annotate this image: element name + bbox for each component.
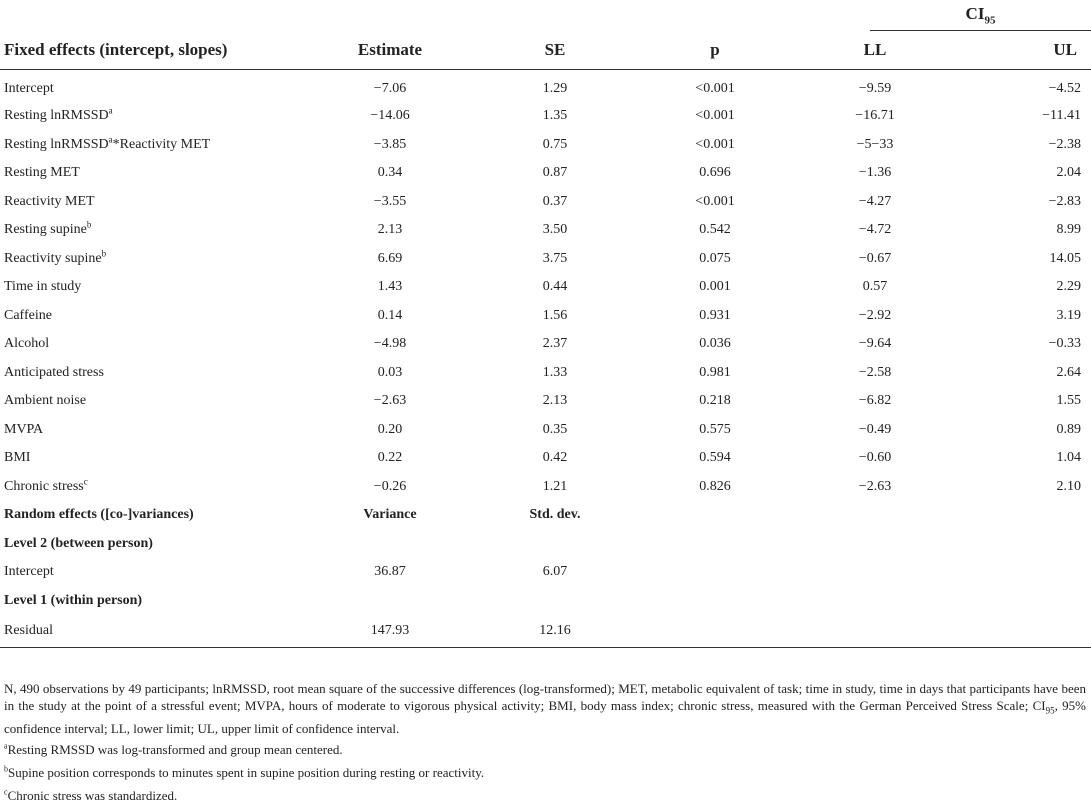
table-row bbox=[0, 159, 1091, 188]
se-cell: 1.35 bbox=[542, 108, 568, 124]
ll-cell: −4.72 bbox=[858, 222, 892, 238]
ul-cell: 2.10 bbox=[1056, 478, 1081, 494]
row-label: Ambient noise bbox=[4, 393, 87, 409]
table-row bbox=[0, 70, 1091, 103]
row-label: Reactivity supine$^b$ bbox=[4, 248, 107, 266]
ll-cell: −2.63 bbox=[858, 478, 892, 494]
table-row bbox=[0, 102, 1091, 131]
table-row bbox=[0, 416, 1091, 445]
ul-cell: −0.33 bbox=[1048, 336, 1081, 352]
ul-cell: 0.89 bbox=[1056, 421, 1081, 437]
ll-cell: 0.57 bbox=[862, 279, 888, 295]
p-cell: 0.075 bbox=[699, 250, 731, 266]
col-header-p: p bbox=[630, 31, 800, 70]
table-row bbox=[0, 245, 1091, 274]
estimate-cell: −14.06 bbox=[370, 108, 410, 124]
se-cell: 0.37 bbox=[542, 193, 568, 209]
level2-header-row bbox=[0, 530, 1091, 559]
ll-cell: −5−33 bbox=[856, 136, 894, 152]
p-cell: 0.594 bbox=[699, 450, 731, 466]
table-row bbox=[0, 558, 1091, 587]
se-cell: 3.50 bbox=[542, 222, 568, 238]
se-cell: 0.44 bbox=[542, 279, 568, 295]
ci-label: CI bbox=[965, 4, 985, 23]
estimate-cell: −3.85 bbox=[373, 136, 407, 152]
col-header-estimate: Estimate bbox=[300, 31, 480, 70]
ul-cell: 2.64 bbox=[1056, 364, 1081, 380]
ul-cell: −2.83 bbox=[1048, 193, 1081, 209]
estimate-cell: 6.69 bbox=[377, 250, 403, 266]
random-effects-title: Random effects ([co-]variances) bbox=[4, 507, 194, 523]
col-header-fixed-effects: Fixed effects (intercept, slopes) bbox=[0, 31, 300, 70]
ll-cell: −4.27 bbox=[858, 193, 892, 209]
abbreviation-note: N, 490 observations by 49 participants; lnRMSSD, root mean square of the successive differences (log-transformed); MET, metabolic equivalent of task; time in study, time in days that participants have been in the study at the point of a stressful event; MVPA, hours of moderate to vigorous physical activity; BMI, body mass index; chronic stress, measured with the German Perceived Stress Scale; $CI_{95}$, 95% confidence interval; LL, lower limit; UL, upper limit of confidence interval. bbox=[4, 681, 1086, 736]
table-row bbox=[0, 330, 1091, 359]
estimate-cell: −0.26 bbox=[373, 478, 407, 494]
col-header-ll: LL bbox=[800, 31, 950, 70]
row-label: BMI bbox=[4, 450, 31, 466]
row-label: Time in study bbox=[4, 279, 82, 295]
p-cell: 0.981 bbox=[699, 364, 731, 380]
table-row bbox=[0, 444, 1091, 473]
p-cell: <0.001 bbox=[695, 193, 735, 209]
ci-subscript: 95 bbox=[984, 14, 996, 27]
ci95-group-header bbox=[870, 0, 1091, 31]
p-cell: 0.826 bbox=[699, 478, 731, 494]
ul-cell: 1.04 bbox=[1056, 450, 1081, 466]
table-row bbox=[0, 473, 1091, 502]
row-label: Reactivity MET bbox=[4, 193, 95, 209]
level1-header-row bbox=[0, 587, 1091, 616]
se-cell: 1.33 bbox=[542, 364, 568, 380]
ll-cell: −1.36 bbox=[858, 165, 892, 181]
ul-cell: 8.99 bbox=[1056, 222, 1081, 238]
row-label: Resting supine$^b$ bbox=[4, 219, 92, 238]
header-row bbox=[0, 31, 1091, 70]
estimate-cell: 0.03 bbox=[377, 364, 403, 380]
row-label: Alcohol bbox=[4, 336, 50, 352]
ll-cell: −0.49 bbox=[858, 421, 892, 437]
ul-cell: 2.29 bbox=[1056, 279, 1081, 295]
p-cell: 0.036 bbox=[699, 336, 731, 352]
p-cell: 0.696 bbox=[699, 165, 731, 181]
row-label: Resting MET bbox=[4, 165, 80, 181]
footnote-c: $^c$Chronic stress was standardized. bbox=[4, 787, 178, 803]
se-cell: 0.75 bbox=[542, 136, 568, 152]
estimate-cell: 1.43 bbox=[377, 279, 403, 295]
ll-cell: −2.92 bbox=[858, 307, 892, 323]
row-label: Resting lnRMSSD$^a$ bbox=[4, 105, 113, 124]
row-label: Intercept bbox=[4, 81, 54, 96]
estimate-cell: −2.63 bbox=[373, 393, 407, 409]
footnote-a: $^a$Resting RMSSD was log-transformed and group mean centered. bbox=[4, 741, 343, 757]
ll-cell: −16.71 bbox=[855, 108, 895, 124]
estimate-cell: 2.13 bbox=[377, 222, 403, 238]
se-cell: 2.37 bbox=[542, 336, 568, 352]
row-label: Anticipated stress bbox=[4, 364, 104, 380]
table-row bbox=[0, 615, 1091, 648]
row-label: Residual bbox=[0, 615, 300, 648]
se-cell: 0.87 bbox=[542, 165, 568, 181]
table-row bbox=[0, 359, 1091, 388]
variance-header: Variance bbox=[363, 507, 417, 523]
p-cell: <0.001 bbox=[695, 136, 735, 152]
ll-cell: −0.67 bbox=[858, 250, 892, 266]
level1-title: Level 1 (within person) bbox=[4, 592, 143, 608]
p-cell: 0.218 bbox=[699, 393, 731, 409]
table-row bbox=[0, 273, 1091, 302]
p-cell: 0.575 bbox=[699, 421, 731, 437]
estimate-cell: 0.34 bbox=[377, 165, 403, 181]
table-row bbox=[0, 387, 1091, 416]
ul-cell: 1.55 bbox=[1056, 393, 1081, 409]
se-cell: 1.56 bbox=[542, 307, 568, 323]
variance-cell: 147.93 bbox=[300, 615, 480, 648]
estimate-cell: 0.22 bbox=[377, 450, 403, 466]
estimate-cell: −4.98 bbox=[373, 336, 407, 352]
random-effects-header-row bbox=[0, 501, 1091, 530]
p-cell: 0.001 bbox=[699, 279, 731, 295]
ll-cell: −0.60 bbox=[858, 450, 892, 466]
row-label: MVPA bbox=[4, 421, 44, 437]
table-row bbox=[0, 188, 1091, 217]
col-header-se: SE bbox=[480, 31, 630, 70]
level2-title: Level 2 (between person) bbox=[4, 535, 153, 551]
se-cell: 0.35 bbox=[542, 421, 568, 437]
table-notes bbox=[4, 680, 1086, 810]
variance-cell: 36.87 bbox=[374, 564, 406, 580]
ll-cell: −6.82 bbox=[858, 393, 892, 409]
row-label: Caffeine bbox=[4, 307, 52, 323]
ul-cell: 2.04 bbox=[1056, 165, 1081, 181]
sd-cell: 12.16 bbox=[480, 615, 630, 648]
footnote-b: $^b$Supine position corresponds to minutes spent in supine position during resting or reactivity. bbox=[4, 764, 485, 780]
p-cell: 0.931 bbox=[699, 307, 731, 323]
ul-cell: 3.19 bbox=[1056, 307, 1081, 323]
std-dev-header: Std. dev. bbox=[529, 507, 581, 523]
ul-cell: −11.41 bbox=[1042, 108, 1081, 124]
ul-cell: 14.05 bbox=[1049, 250, 1081, 266]
sd-cell: 6.07 bbox=[542, 564, 568, 580]
se-cell: 3.75 bbox=[542, 250, 568, 266]
estimate-cell: −3.55 bbox=[373, 193, 407, 209]
estimate-cell: −7.06 bbox=[373, 81, 407, 96]
p-cell: <0.001 bbox=[695, 81, 735, 96]
ll-cell: −2.58 bbox=[858, 364, 892, 380]
estimate-cell: 0.14 bbox=[377, 307, 403, 323]
fixed-random-effects-table bbox=[0, 31, 1091, 648]
se-cell: 2.13 bbox=[542, 393, 568, 409]
table-row bbox=[0, 302, 1091, 331]
row-label: Resting lnRMSSD$^a$*Reactivity MET bbox=[4, 134, 211, 152]
se-cell: 1.21 bbox=[542, 478, 568, 494]
table-row bbox=[0, 131, 1091, 160]
se-cell: 0.42 bbox=[542, 450, 568, 466]
table-row bbox=[0, 216, 1091, 245]
ul-cell: −2.38 bbox=[1048, 136, 1081, 152]
row-label: Chronic stress$^c$ bbox=[4, 476, 88, 494]
col-header-ul: UL bbox=[950, 31, 1091, 70]
estimate-cell: 0.20 bbox=[377, 421, 403, 437]
row-label: Intercept bbox=[4, 564, 54, 580]
p-cell: 0.542 bbox=[699, 222, 731, 238]
p-cell: <0.001 bbox=[695, 108, 735, 124]
ll-cell: −9.59 bbox=[858, 81, 892, 96]
ul-cell: −4.52 bbox=[1048, 81, 1081, 96]
ll-cell: −9.64 bbox=[858, 336, 892, 352]
se-cell: 1.29 bbox=[542, 81, 568, 96]
